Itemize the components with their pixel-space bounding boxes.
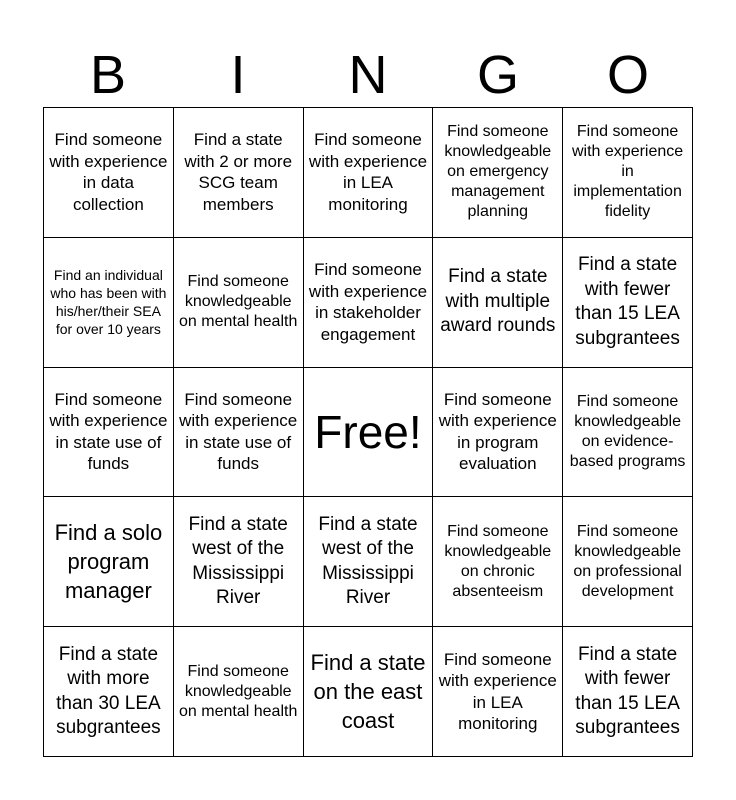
bingo-cell: Find someone with experience in data collection <box>44 108 174 238</box>
bingo-cell: Find a state with fewer than 15 LEA subgrantees <box>563 627 693 757</box>
bingo-cell: Find a state with multiple award rounds <box>433 238 563 368</box>
bingo-title <box>43 44 693 106</box>
bingo-cell: Find someone knowledgeable on professional development <box>563 497 693 627</box>
bingo-cell: Find someone with experience in state use of funds <box>44 368 174 498</box>
bingo-cell: Find a state with 2 or more SCG team members <box>174 108 304 238</box>
bingo-cell: Find someone knowledgeable on chronic absenteeism <box>433 497 563 627</box>
bingo-cell: Find someone knowledgeable on mental health <box>174 238 304 368</box>
bingo-cell: Find a state west of the Mississippi River <box>174 497 304 627</box>
bingo-cell: Find a state on the east coast <box>304 627 434 757</box>
bingo-cell: Find someone with experience in state use of funds <box>174 368 304 498</box>
title-letter-i: I <box>230 45 246 105</box>
bingo-cell: Find someone with experience in implementation fidelity <box>563 108 693 238</box>
title-letter-g: G <box>476 45 519 105</box>
title-letter-o: O <box>606 45 649 105</box>
bingo-cell: Find someone knowledgeable on evidence-based programs <box>563 368 693 498</box>
bingo-cell: Find a solo program manager <box>44 497 174 627</box>
bingo-cell: Find someone with experience in LEA monitoring <box>433 627 563 757</box>
bingo-cell: Find someone with experience in stakeholder engagement <box>304 238 434 368</box>
title-letter-b: B <box>89 45 127 105</box>
bingo-cell: Find someone knowledgeable on mental health <box>174 627 304 757</box>
bingo-grid <box>43 107 693 757</box>
bingo-cell: Find a state with more than 30 LEA subgrantees <box>44 627 174 757</box>
bingo-cell: Find someone knowledgeable on emergency management planning <box>433 108 563 238</box>
bingo-cell: Find someone with experience in LEA monitoring <box>304 108 434 238</box>
free-cell: Free! <box>304 368 434 498</box>
bingo-cell: Find someone with experience in program evaluation <box>433 368 563 498</box>
bingo-cell: Find an individual who has been with his/her/their SEA for over 10 years <box>44 238 174 368</box>
bingo-cell: Find a state west of the Mississippi River <box>304 497 434 627</box>
bingo-cell: Find a state with fewer than 15 LEA subgrantees <box>563 238 693 368</box>
title-letter-n: N <box>348 45 388 105</box>
